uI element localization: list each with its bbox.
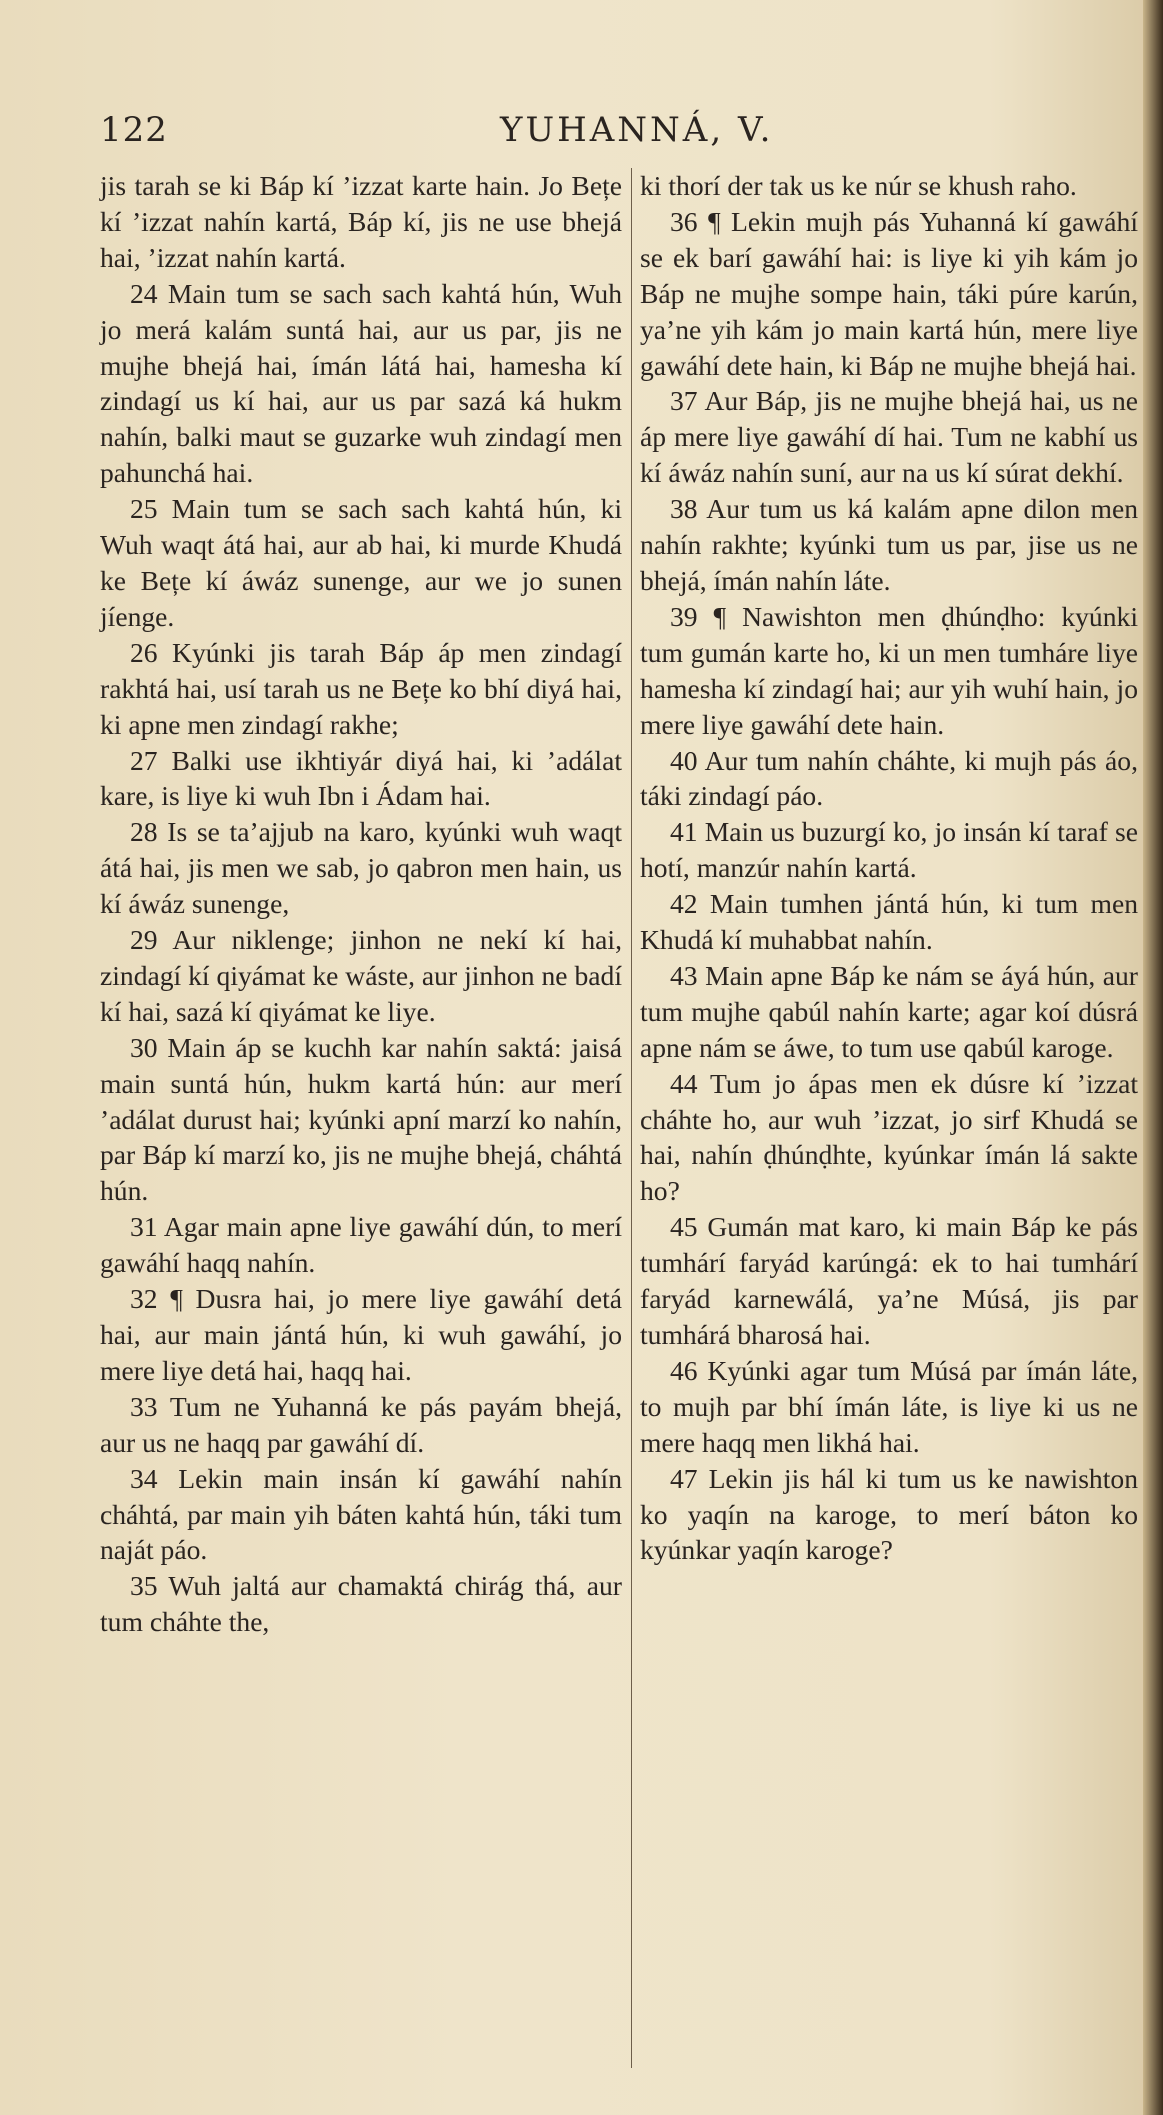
verse-paragraph: 27 Balki use ikhtiyár diyá hai, ki ’adálat kare, is liye ki wuh Ibn i Ádam hai. [100, 744, 622, 812]
verse-paragraph: 39 ¶ Nawishton men ḍhúnḍho: kyúnki tum gumán karte ho, ki un men tumháre liye hamesha kí zindagí hai; aur yih wuhí hain, jo mere liye gawáhí dete hain. [640, 600, 1138, 740]
verse-paragraph: 46 Kyúnki agar tum Músá par ímán láte, to mujh par bhí ímán láte, is liye ki us ne mere haqq men likhá hai. [640, 1354, 1138, 1458]
verse-paragraph: 28 Is se ta’ajjub na karo, kyúnki wuh waqt átá hai, jis men we sab, jo qabron men hain, us kí áwáz sunenge, [100, 816, 622, 920]
verse-paragraph: 33 Tum ne Yuhanná ke pás payám bhejá, aur us ne haqq par gawáhí dí. [100, 1390, 622, 1458]
verse-paragraph: 31 Agar main apne liye gawáhí dún, to merí gawáhí haqq nahín. [100, 1211, 622, 1279]
verse-paragraph: 37 Aur Báp, jis ne mujhe bhejá hai, us ne áp mere liye gawáhí dí hai. Tum ne kabhí us kí áwáz nahín suní, aur na us kí súrat dekhí. [640, 385, 1138, 489]
verse-paragraph: 41 Main us buzurgí ko, jo insán kí taraf se hotí, manzúr nahín kartá. [640, 816, 1138, 884]
verse-paragraph: ki thorí der tak us ke núr se khush raho. [640, 170, 1077, 201]
verse-paragraph: 34 Lekin main insán kí gawáhí nahín cháhtá, par main yih báten kahtá hún, táki tum naját páo. [100, 1462, 622, 1566]
verse-paragraph: 43 Main apne Báp ke nám se áyá hún, aur tum mujhe qabúl nahín karte; agar koí dúsrá apne nám se áwe, to tum use qabúl karoge. [640, 959, 1138, 1063]
verse-paragraph: 45 Gumán mat karo, ki main Báp ke pás tumhárí faryád karúngá: ek to hai tumhárí faryád karnewálá, ya’ne Músá, jis par tumhárá bharosá hai. [640, 1211, 1138, 1350]
verse-paragraph: 26 Kyúnki jis tarah Báp áp men zindagí rakhtá hai, usí tarah us ne Bețe ko bhí diyá hai, ki apne men zindagí rakhe; [100, 636, 622, 740]
verse-paragraph: 25 Main tum se sach sach kahtá hún, ki Wuh waqt átá hai, aur ab hai, ki murde Khudá ke Bețe kí áwáz sunenge, aur we jo sunen jíenge. [100, 493, 622, 632]
verse-paragraph: 44 Tum jo ápas men ek dúsre kí ’izzat cháhte ho, aur wuh ’izzat, jo sirf Khudá se hai, nahín ḍhúnḍhte, kyúnkar ímán lá sakte ho? [640, 1067, 1138, 1207]
verse-paragraph: 40 Aur tum nahín cháhte, ki mujh pás áo, táki zindagí páo. [640, 744, 1138, 812]
page-number: 122 [100, 110, 168, 150]
page-edge [1143, 0, 1163, 2115]
verse-paragraph: 30 Main áp se kuchh kar nahín saktá: jaisá main suntá hún, hukm kartá hún: aur merí ’adálat durust hai; kyúnki apní marzí ko nahín, par Báp kí marzí ko, jis ne mujhe bhejá, cháhtá hún. [100, 1031, 622, 1207]
running-title: YUHANNÁ, V. [500, 110, 774, 150]
verse-paragraph: 29 Aur niklenge; jinhon ne nekí kí hai, zindagí kí qiyámat ke wáste, aur jinhon ne badí kí hai, sazá kí qiyámat ke liye. [100, 924, 622, 1027]
verse-paragraph: 38 Aur tum us ká kalám apne dilon men nahín rakhte; kyúnki tum us par, jise us ne bhejá, ímán nahín láte. [640, 493, 1138, 596]
right-column [640, 168, 1138, 1568]
verse-paragraph: 24 Main tum se sach sach kahtá hún, Wuh jo merá kalám suntá hai, aur us par, jis ne mujhe bhejá hai, ímán látá hai, hamesha kí zindagí us kí hai, aur us par sazá ká hukm nahín, balki maut se guzarke wuh zindagí men pahunchá hai. [100, 277, 622, 489]
verse-paragraph: 36 ¶ Lekin mujh pás Yuhanná kí gawáhí se ek barí gawáhí hai: is liye ki yih kám jo Báp ne mujhe sompe hain, táki púre karún, ya’ne yih kám jo main kartá hún, mere liye gawáhí dete hain, ki Báp ne mujhe bhejá hai. [640, 205, 1138, 381]
verse-paragraph: 47 Lekin jis hál ki tum us ke nawishton ko yaqín na karoge, to merí báton ko kyúnkar yaqín karoge? [640, 1462, 1138, 1566]
left-column [100, 168, 622, 1640]
verse-paragraph: jis tarah se ki Báp kí ’izzat karte hain. Jo Bețe kí ’izzat nahín kartá, Báp kí, jis ne use bhejá hai, ’izzat nahín kartá. [100, 170, 622, 273]
column-divider [631, 168, 632, 2068]
verse-paragraph: 32 ¶ Dusra hai, jo mere liye gawáhí detá hai, aur main jántá hún, ki wuh gawáhí, jo mere liye detá hai, haqq hai. [100, 1283, 622, 1386]
verse-paragraph: 42 Main tumhen jántá hún, ki tum men Khudá kí muhabbat nahín. [640, 888, 1138, 956]
verse-paragraph: 35 Wuh jaltá aur chamaktá chirág thá, aur tum cháhte the, [100, 1570, 622, 1638]
page-header [100, 110, 1120, 170]
